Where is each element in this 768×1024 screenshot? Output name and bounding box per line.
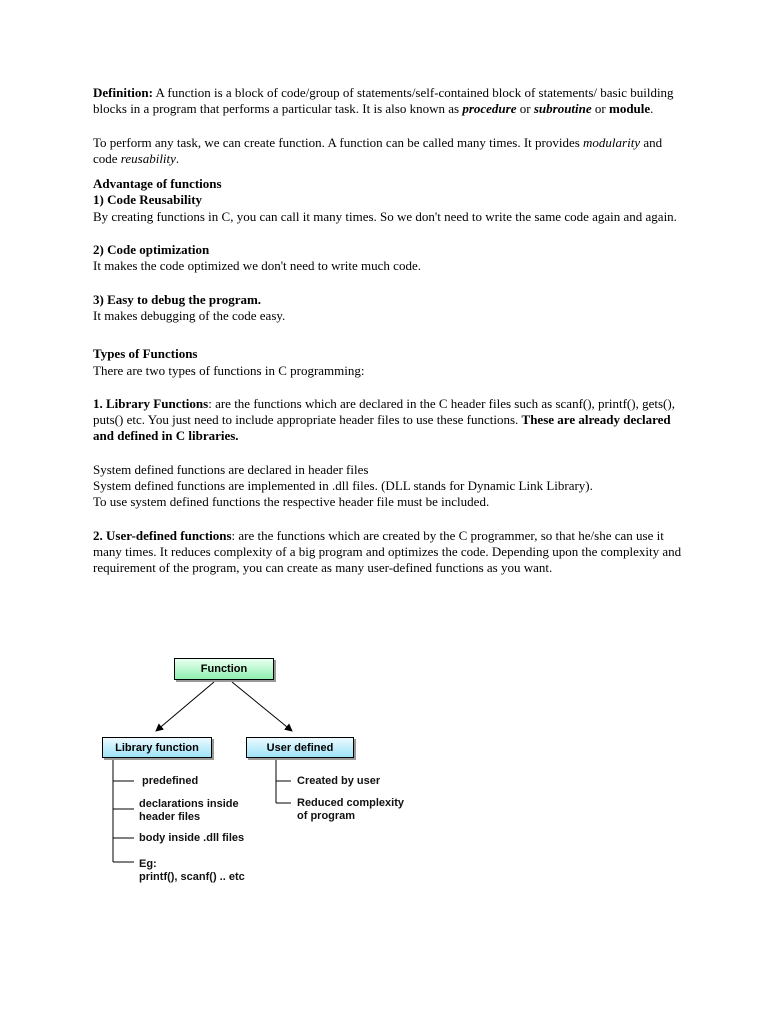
- user-defined-label: 2. User-defined functions: [93, 527, 232, 543]
- document-body: [93, 85, 683, 577]
- user-item-created: Created by user: [297, 775, 381, 787]
- types-heading: Types of Functions: [93, 346, 198, 362]
- term-procedure: procedure: [462, 101, 517, 117]
- function-node: Function: [174, 658, 274, 680]
- user-defined-node: User defined: [246, 737, 354, 758]
- library-item-example: Eg: printf(), scanf() .. etc: [139, 858, 245, 883]
- user-branch-lines: [276, 758, 291, 803]
- system-line-2: System defined functions are implemented in .dll files. (DLL stands for Dynamic Link Library).: [93, 478, 593, 494]
- library-item-predefined: predefined: [142, 775, 199, 787]
- advantages-heading: Advantage of functions: [93, 176, 222, 192]
- arrow-to-user-defined: [232, 682, 292, 731]
- library-item-declarations: declarations inside header files: [139, 798, 239, 823]
- term-module: module: [609, 101, 651, 117]
- system-line-1: System defined functions are declared in header files: [93, 461, 369, 477]
- intro-paragraph: To perform any task, we can create function. A function can be called many times. It provides modularity and code reusability.: [93, 134, 663, 166]
- user-item-reduced: Reduced complexity of program: [297, 797, 404, 822]
- term-subroutine: subroutine: [533, 101, 592, 117]
- advantage-3-text: It makes debugging of the code easy.: [93, 307, 286, 323]
- user-defined-paragraph: 2. User-defined functions: are the functions which are created by the C programmer, so that he/she can use it many times. It reduces complexity of a big program and optimizes the code. Depending upon the complexity and requirement of the program, you can create as many user-defined functions as you want.: [93, 527, 682, 576]
- advantage-2-title: 2) Code optimization: [93, 242, 210, 258]
- advantage-2-text: It makes the code optimized we don't need to write much code.: [93, 258, 421, 274]
- types-intro: There are two types of functions in C programming:: [93, 362, 365, 378]
- library-item-body: body inside .dll files: [139, 832, 245, 844]
- library-functions-label: 1. Library Functions: [93, 395, 209, 411]
- advantage-1-title: 1) Code Reusability: [93, 192, 203, 208]
- library-functions-bold: These are already declared and defined in C libraries.: [93, 412, 671, 444]
- term-modularity: modularity: [583, 134, 641, 150]
- advantage-1-text: By creating functions in C, you can call it many times. So we don't need to write the same code again and again.: [93, 208, 677, 224]
- definition-label: Definition:: [93, 85, 153, 100]
- term-reusability: reusability: [120, 150, 176, 166]
- library-functions-paragraph: 1. Library Functions: are the functions which are declared in the C header files such as scanf(), printf(), gets(), puts() etc. You just need to include appropriate header files to use these functions. These are already declared and defined in C libraries.: [93, 395, 675, 444]
- advantage-3-title: 3) Easy to debug the program.: [93, 291, 262, 307]
- arrow-to-library: [156, 682, 214, 731]
- library-function-node: Library function: [102, 737, 212, 758]
- definition-paragraph: Definition: A function is a block of code/group of statements/self-contained block of statements/ basic building blocks in a program that performs a particular task. It is also known as procedure or subroutine or module.: [93, 85, 674, 117]
- system-line-3: To use system defined functions the respective header file must be included.: [93, 494, 490, 510]
- library-branch-lines: [113, 758, 134, 862]
